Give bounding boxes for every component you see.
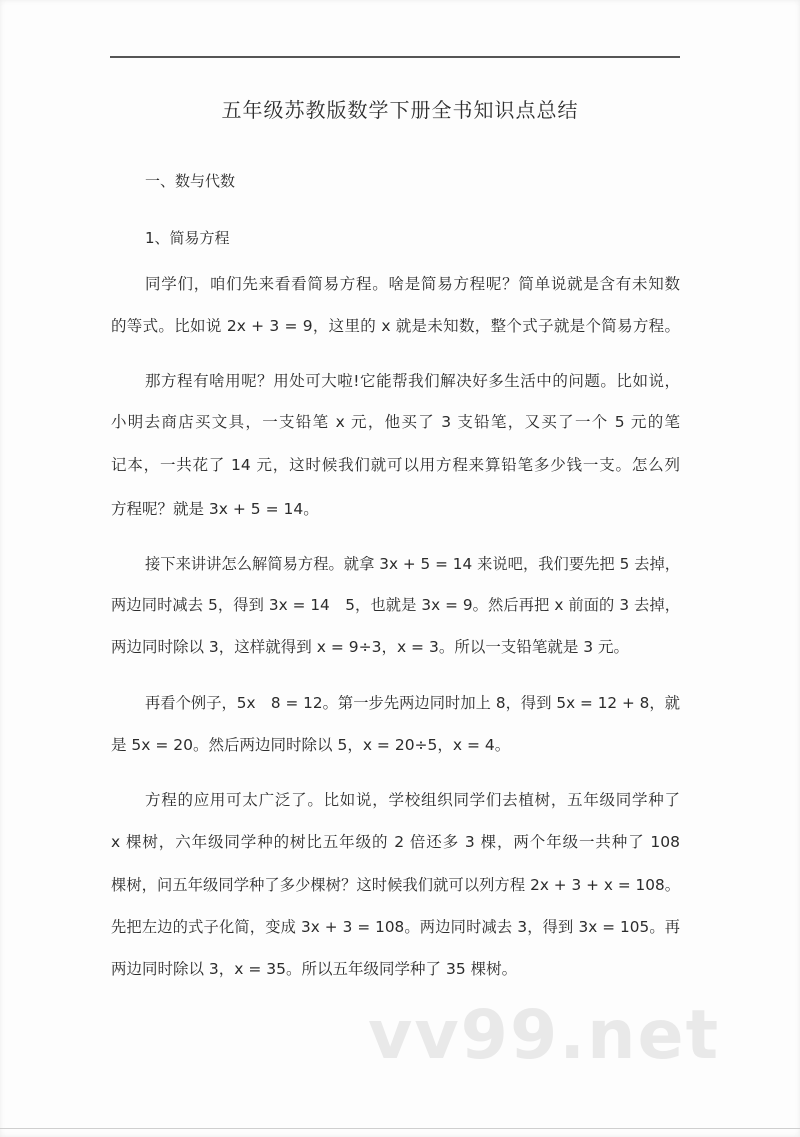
paragraph-line: 方程呢？就是 3x + 5 = 14。 xyxy=(111,500,319,518)
paragraph-line: x 棵树，六年级同学种的树比五年级的 2 倍还多 3 棵，两个年级一共种了 108 xyxy=(111,833,680,851)
page-bottom-edge xyxy=(0,1128,800,1129)
header-rule xyxy=(110,56,680,58)
paragraph-line: 的等式。比如说 2x + 3 = 9，这里的 x 就是未知数，整个式子就是个简易方程。 xyxy=(111,317,680,335)
paragraph-line: 接下来讲讲怎么解简易方程。就拿 3x + 5 = 14 来说吧，我们要先把 5 去掉， xyxy=(145,555,680,573)
paragraph-line: 同学们，咱们先来看看简易方程。啥是简易方程呢？简单说就是含有未知数 xyxy=(145,275,680,293)
paragraph-line: 小明去商店买文具，一支铅笔 x 元，他买了 3 支铅笔，又买了一个 5 元的笔 xyxy=(111,413,680,431)
paragraph-line: 是 5x = 20。然后两边同时除以 5，x = 20÷5，x = 4。 xyxy=(111,736,511,754)
section-heading: 一、数与代数 xyxy=(145,172,236,190)
paragraph-line: 两边同时除以 3，x = 35。所以五年级同学种了 35 棵树。 xyxy=(111,960,518,978)
paragraph-line: 先把左边的式子化简，变成 3x + 3 = 108。两边同时减去 3，得到 3x = 105。再 xyxy=(111,918,680,936)
paragraph-line: 再看个例子，5x 8 = 12。第一步先两边同时加上 8，得到 5x = 12 + 8，就 xyxy=(145,694,680,712)
paragraph-line: 记本，一共花了 14 元，这时候我们就可以用方程来算铅笔多少钱一支。怎么列 xyxy=(111,456,680,474)
paragraph-line: 两边同时减去 5，得到 3x = 14 5，也就是 3x = 9。然后再把 x 前面的 3 去掉， xyxy=(111,596,680,614)
paragraph-line: 两边同时除以 3，这样就得到 x = 9÷3，x = 3。所以一支铅笔就是 3 元。 xyxy=(111,638,630,656)
subsection-heading: 1、简易方程 xyxy=(145,229,230,247)
paragraph-line: 方程的应用可太广泛了。比如说，学校组织同学们去植树，五年级同学种了 xyxy=(145,791,680,809)
paragraph-line: 棵树，问五年级同学种了多少棵树？这时候我们就可以列方程 2x + 3 + x = 108。 xyxy=(111,876,680,894)
paragraph-line: 那方程有啥用呢？用处可大啦!它能帮我们解决好多生活中的问题。比如说， xyxy=(145,372,680,390)
document-title: 五年级苏教版数学下册全书知识点总结 xyxy=(221,98,579,122)
watermark: vv99.net xyxy=(368,996,721,1075)
